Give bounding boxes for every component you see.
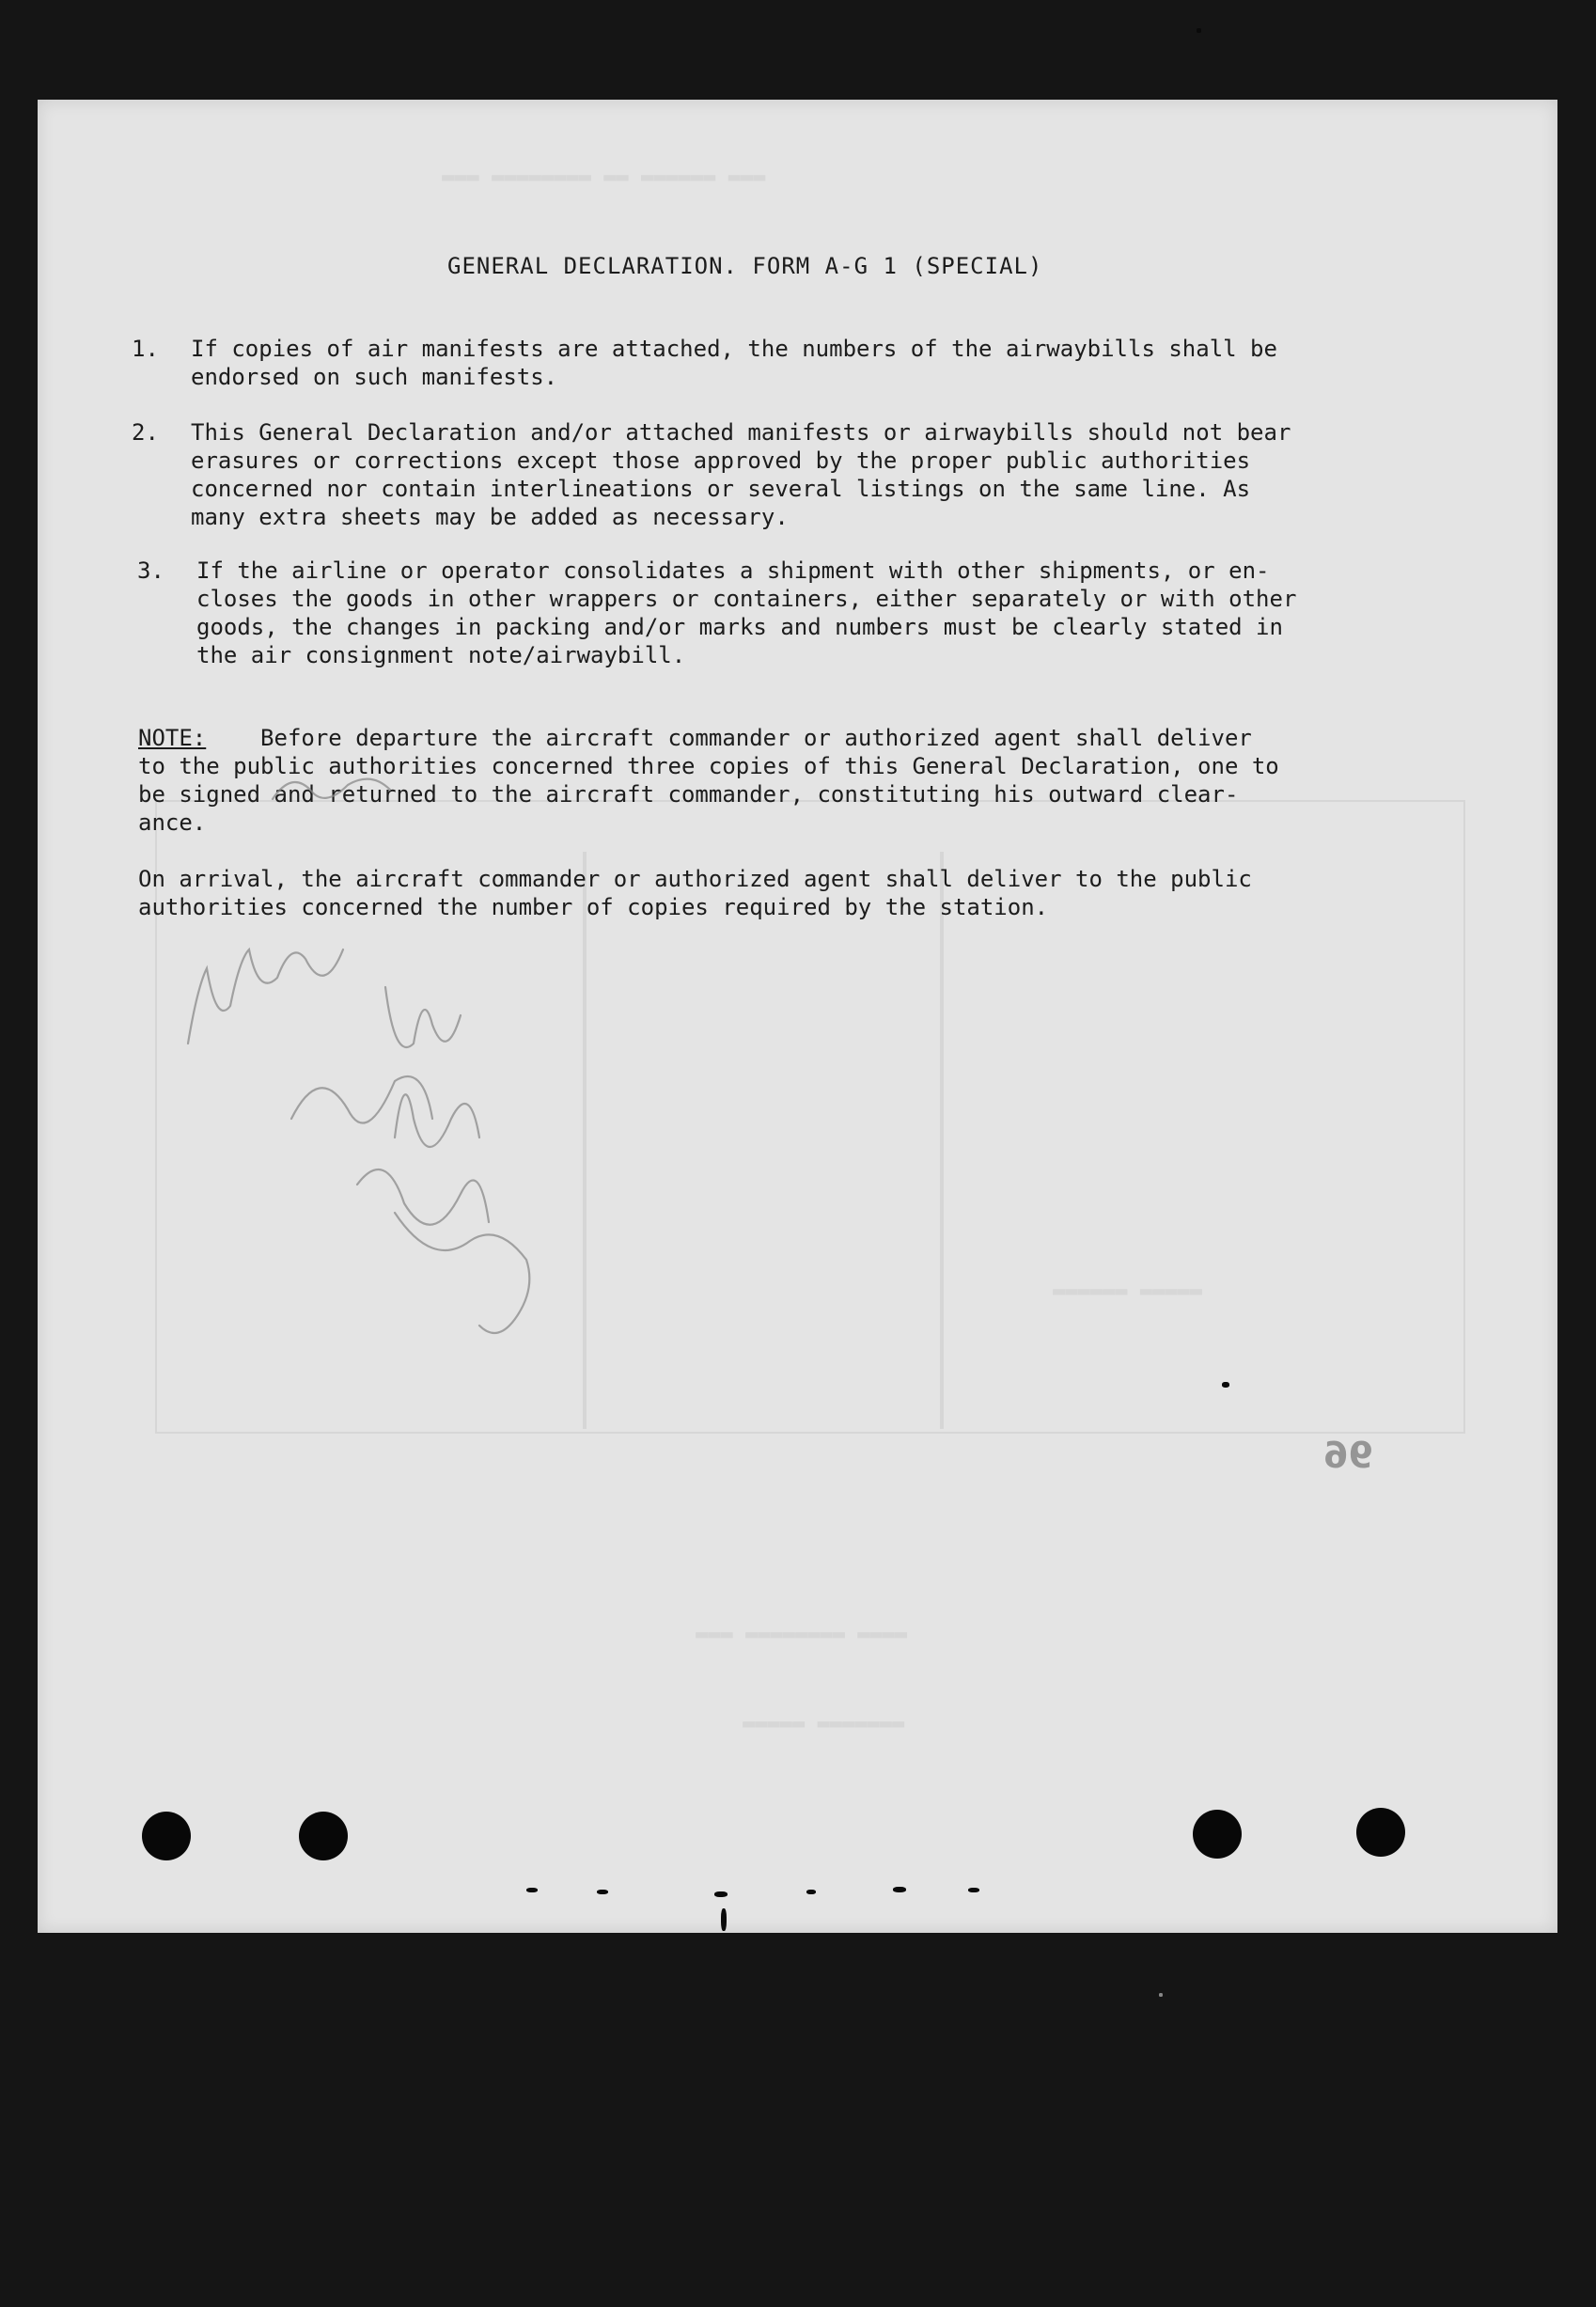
form-title: GENERAL DECLARATION. FORM A-G 1 (SPECIAL)	[447, 253, 1043, 279]
punch-hole	[142, 1812, 191, 1860]
text-line: goods, the changes in packing and/or marks and numbers must be clearly stated in	[196, 614, 1283, 640]
text-line: closes the goods in other wrappers or containers, either separately or with other	[196, 586, 1297, 612]
bleed-through-text: ▬▬▬ ▬▬▬▬▬▬ ▬▬ ▬▬▬▬▬▬▬▬ ▬▬▬	[442, 165, 766, 189]
text-line: This General Declaration and/or attached manifests or airwaybills should not bear	[191, 419, 1291, 446]
text-line: concerned nor contain interlineations or several listings on the same line. As	[191, 476, 1251, 502]
text-line: ance.	[138, 809, 207, 836]
text-line: erasures or corrections except those approved by the proper public authorities	[191, 447, 1251, 474]
speck	[597, 1890, 608, 1894]
note-line-first: Before departure the aircraft commander or authorized agent shall deliver	[260, 725, 1252, 751]
bleed-through-text: ▬▬▬▬ ▬▬▬▬▬▬▬▬ ▬▬▬	[696, 1623, 908, 1646]
text-line: If copies of air manifests are attached, the numbers of the airwaybills shall be	[191, 336, 1277, 362]
speck	[526, 1888, 538, 1892]
text-line: the air consignment note/airwaybill.	[196, 642, 686, 668]
speck	[893, 1887, 906, 1892]
text-line: If the airline or operator consolidates a shipment with other shipments, or en-	[196, 557, 1270, 584]
speck	[968, 1888, 979, 1892]
text-line: authorities concerned the number of copies required by the station.	[138, 894, 1049, 920]
text-line: to the public authorities concerned three copies of this General Declaration, one to	[138, 753, 1279, 779]
text-line: be signed and returned to the aircraft commander, constituting his outward clear-	[138, 781, 1239, 808]
item-text	[191, 335, 1436, 391]
item-number: 3.	[137, 557, 164, 584]
pencil-scribble	[141, 743, 667, 1363]
item-number: 1.	[132, 336, 159, 362]
punch-hole	[1193, 1810, 1242, 1859]
speck	[714, 1891, 728, 1897]
faint-stamp: 96	[1323, 1435, 1373, 1476]
item-text	[191, 418, 1436, 531]
text-line: endorsed on such manifests.	[191, 364, 558, 390]
note-label: NOTE:	[138, 725, 207, 751]
text-line: On arrival, the aircraft commander or authorized agent shall deliver to the public	[138, 866, 1252, 892]
speck	[1159, 1993, 1163, 1997]
punch-hole	[299, 1812, 348, 1860]
speck	[1197, 28, 1201, 33]
item-number: 2.	[132, 419, 159, 446]
bleed-through-text: ▬▬▬▬▬▬▬ ▬▬▬▬▬	[743, 1712, 905, 1735]
bleed-through-line	[940, 852, 944, 1429]
speck	[721, 1908, 727, 1931]
item-text	[196, 557, 1442, 669]
punch-hole	[1356, 1808, 1405, 1857]
speck	[1222, 1382, 1229, 1388]
text-line: many extra sheets may be added as necessary.	[191, 504, 789, 530]
bleed-through-text: ▬▬▬▬▬ ▬▬▬▬▬▬	[1053, 1279, 1202, 1303]
speck	[806, 1890, 816, 1894]
